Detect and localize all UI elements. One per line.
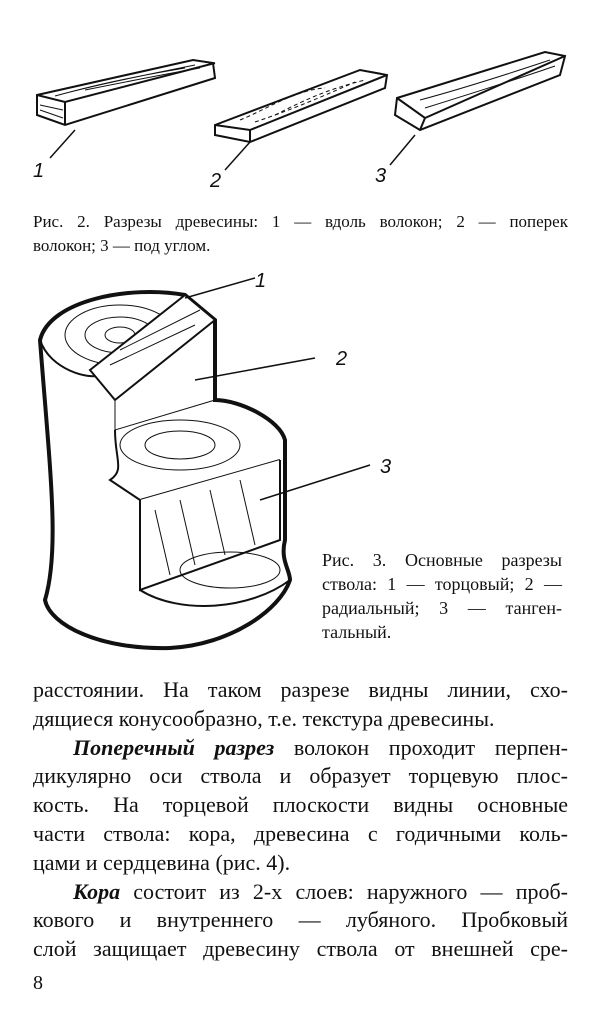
text-line: цами и сердцевина (рис. 4). xyxy=(33,849,291,875)
board-across-grain xyxy=(215,70,387,142)
text-span: состоит из 2-х слоев: наружного — проб- xyxy=(120,878,568,904)
text-line: дикулярно оси ствола и образует торцевую плос- xyxy=(33,763,568,789)
caption-line: Рис. 3. Основные разрезы xyxy=(322,550,562,570)
caption-line: тальный. xyxy=(322,622,392,642)
fig2-label-3: 3 xyxy=(375,165,387,187)
text-line: кость. На торцевой плоскости видны основные xyxy=(33,792,568,818)
text-span: волокон проходит перпен- xyxy=(274,734,568,760)
caption-line: волокон; 3 — под углом. xyxy=(33,236,211,255)
fig3-label-3: 3 xyxy=(380,456,392,478)
text-line xyxy=(33,878,568,907)
caption-line: радиальный; 3 — танген- xyxy=(322,598,562,618)
figure-2-caption xyxy=(33,210,568,258)
caption-line: Рис. 2. Разрезы древесины: 1 — вдоль волокон; 2 — поперек xyxy=(33,212,568,231)
text-line xyxy=(33,734,568,763)
term-cross-section: Поперечный разрез xyxy=(73,734,275,760)
board-along-grain xyxy=(37,60,215,125)
text-line: кового и внутреннего — лубяного. Пробковый xyxy=(33,907,568,933)
board-at-angle xyxy=(395,52,565,130)
fig3-label-2: 2 xyxy=(336,348,348,370)
text-line: части ствола: кора, древесина с годичными коль- xyxy=(33,820,568,846)
fig3-label-1: 1 xyxy=(255,270,267,292)
text-line: дящиеся конусообразно, т.е. текстура древесины. xyxy=(33,705,495,731)
figure-3-caption xyxy=(322,548,562,644)
term-bark: Кора xyxy=(73,878,121,904)
fig2-label-1: 1 xyxy=(33,160,45,182)
page-number: 8 xyxy=(33,972,43,994)
body-text xyxy=(33,676,568,964)
fig2-label-2: 2 xyxy=(210,170,222,192)
text-line: расстоянии. На таком разрезе видны линии, схо- xyxy=(33,677,568,702)
figure-2-wood-cuts xyxy=(25,30,585,190)
text-line: слой защищает древесину ствола от внешней сре- xyxy=(33,936,568,962)
caption-line: ствола: 1 — торцовый; 2 — xyxy=(322,574,562,594)
